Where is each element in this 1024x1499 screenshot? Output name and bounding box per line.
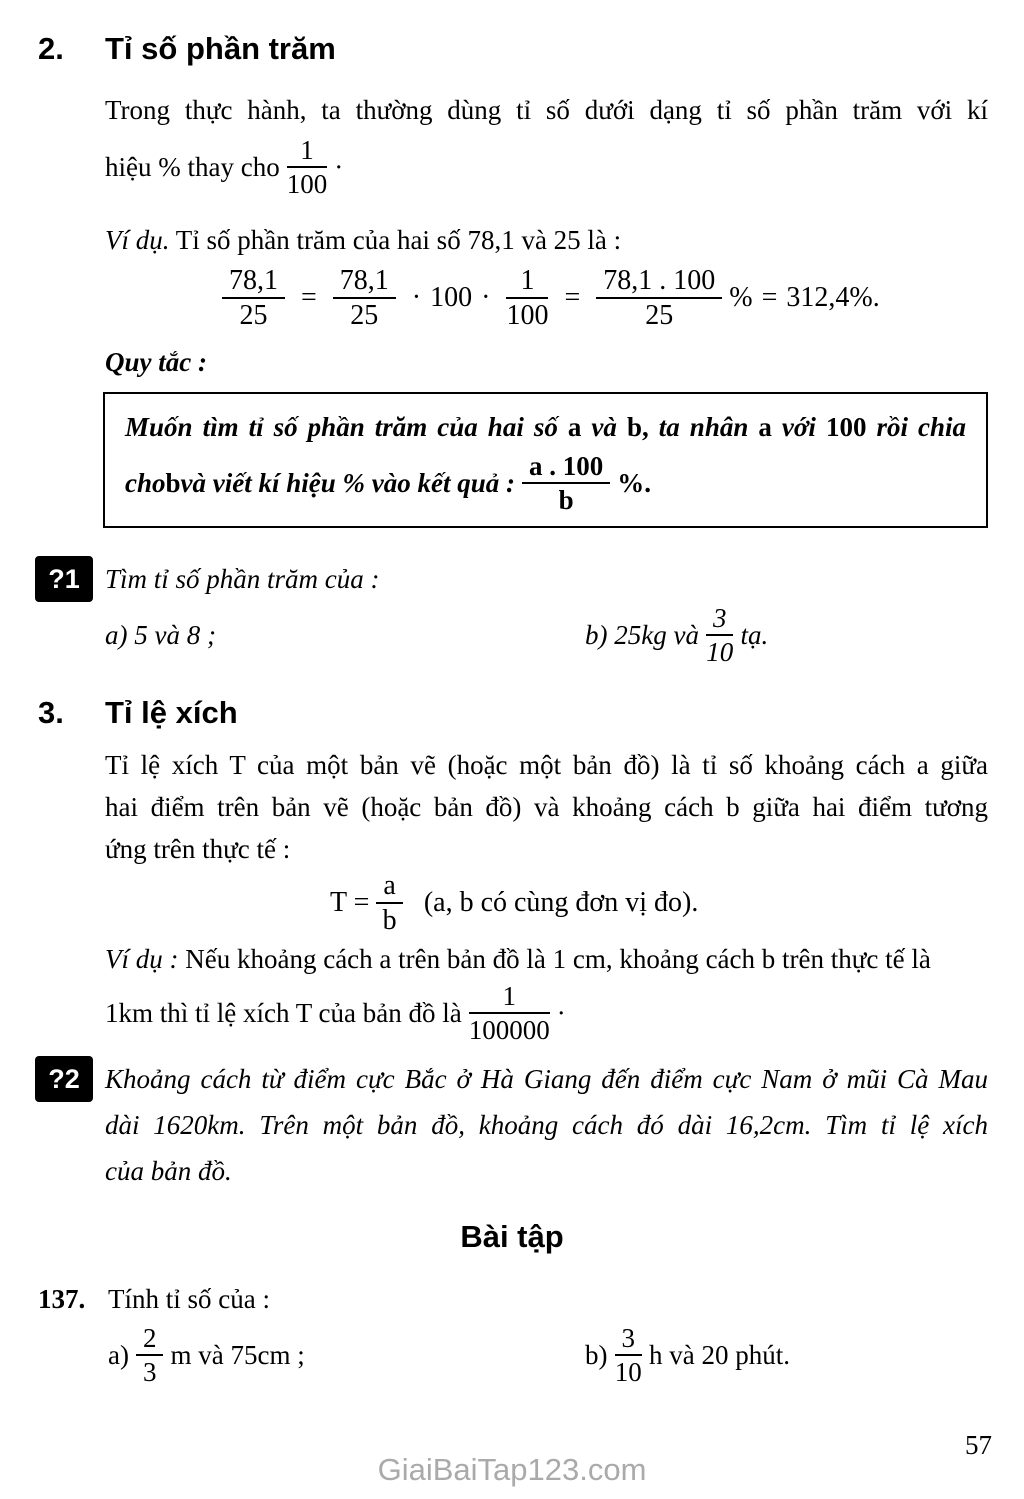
exercise-137-row <box>38 1278 1024 1320</box>
formula-result: 312,4%. <box>786 282 880 313</box>
exercise-137-item-a: a) $\frac{2}{3}$ m và 75cm ; <box>108 1322 305 1387</box>
intro-line-2-text: hiệu % thay cho <box>105 151 280 182</box>
formula-fraction-3: $\frac{1}{100}$ <box>506 264 549 331</box>
section-3-number: 3. <box>38 695 64 730</box>
var-b: b, <box>626 412 649 442</box>
example-label: Ví dụ : <box>105 944 179 974</box>
scale-line-2: hai điểm trên bản vẽ (hoặc bản đồ) và khoảng cách b giữa hai điểm tương <box>105 792 988 822</box>
question-2-line-3: của bản đồ. <box>105 1156 232 1186</box>
section-3-heading <box>38 694 1024 732</box>
formula-fraction-1: $\frac{78,1}{25}$ <box>222 266 285 331</box>
percent-sign: % <box>729 282 753 313</box>
multiply-dot: · <box>411 282 422 313</box>
formula-note: (a, b có cùng đơn vị đo). <box>423 887 699 918</box>
rule-line-1: Muốn tìm tỉ số phần trăm của hai số a và b, ta nhân a với 100 rồi chia <box>125 412 967 442</box>
question-1-row <box>0 556 1024 602</box>
question-2-line-1: Khoảng cách từ điểm cực Bắc ở Hà Giang đến điểm cực Nam ở mũi Cà Mau <box>105 1064 988 1094</box>
formula-fraction-4: $\frac{78,1 . 100}{25}$ <box>596 266 722 331</box>
watermark: GiaiBaiTap123.com <box>377 1452 647 1487</box>
exercises-heading: Bài tập <box>460 1219 564 1254</box>
fraction-1-over-100: $\frac{1}{100}$ <box>286 134 328 199</box>
intro-end-dot: · <box>334 151 344 182</box>
question-1-items <box>0 602 1024 668</box>
var-b: b <box>165 467 181 498</box>
intro-line-1: Trong thực hành, ta thường dùng tỉ số dưới dạng tỉ số phần trăm với kí <box>105 95 988 125</box>
fraction-2-over-3: $\frac{2}{3}$ <box>136 1324 164 1387</box>
section-2-title: Tỉ số phần trăm <box>105 31 336 66</box>
example-label: Ví dụ. <box>105 225 170 255</box>
formula-fraction-2: $\frac{78,1}{25}$ <box>333 266 396 331</box>
formula-100: 100 <box>430 282 473 313</box>
section-2-number: 2. <box>38 31 64 66</box>
equals-sign: = <box>301 282 317 313</box>
example-text: Tỉ số phần trăm của hai số 78,1 và 25 là : <box>175 225 622 255</box>
exercise-137-prompt: Tính tỉ số của : <box>108 1284 270 1314</box>
question-1-prompt: Tìm tỉ số phần trăm của : <box>105 564 380 594</box>
question-2-row <box>0 1056 1024 1194</box>
percent-formula <box>215 264 1024 332</box>
section-3-title: Tỉ lệ xích <box>105 695 238 730</box>
rule-fraction: $\frac{a . 100}{b}$ <box>522 452 610 515</box>
var-a: a <box>758 412 772 442</box>
scale-paragraph <box>105 744 988 870</box>
example-end-dot: · <box>556 997 566 1028</box>
question-1-badge: ?1 <box>35 556 93 602</box>
fraction-a-over-b: $\frac{a}{b}$ <box>376 871 402 936</box>
multiply-dot: · <box>481 282 491 313</box>
scale-example-line-2: 1km thì tỉ lệ xích T của bản đồ là $\frac{1}{100000}$ · <box>105 980 566 1045</box>
section-2-heading <box>38 30 1024 68</box>
rule-line-2: cho b và viết kí hiệu % vào kết quả : $\frac{a . 100}{b}$ %. <box>125 450 651 515</box>
exercise-137-items <box>0 1322 1024 1388</box>
example-intro <box>105 218 988 262</box>
scale-formula <box>330 869 1024 936</box>
percent-sign: %. <box>617 467 651 498</box>
var-a: a <box>567 412 582 442</box>
formula-lhs: T = <box>330 887 370 918</box>
question-1-item-a: a) 5 và 8 ; <box>105 619 216 650</box>
scale-line-3: ứng trên thực tế : <box>105 834 291 864</box>
fraction-3-over-10: $\frac{3}{10}$ <box>614 1322 642 1387</box>
equals-sign: = <box>761 282 778 313</box>
scale-example-line-1: Ví dụ : Nếu khoảng cách a trên bản đồ là 1 cm, khoảng cách b trên thực tế là <box>105 944 931 974</box>
scale-line-1: Tỉ lệ xích T của một bản vẽ (hoặc một bản đồ) là tỉ số khoảng cách a giữa <box>105 750 988 780</box>
fraction-3-over-10: $\frac{3}{10}$ <box>706 602 734 667</box>
page-number: 57 <box>965 1430 992 1460</box>
fraction-1-over-100000: $\frac{1}{100000}$ <box>468 980 550 1045</box>
question-2-text <box>105 1056 988 1194</box>
equals-sign: = <box>564 282 581 313</box>
question-2-line-2: dài 1620km. Trên một bản đồ, khoảng cách đó dài 16,2cm. Tìm tỉ lệ xích <box>105 1110 988 1140</box>
rule-label: Quy tắc : <box>105 347 207 377</box>
scale-example <box>105 938 988 1046</box>
exercise-137-item-b: b) $\frac{3}{10}$ h và 20 phút. <box>585 1322 790 1387</box>
section-2-intro <box>105 88 988 262</box>
intro-line-2 <box>105 134 988 200</box>
question-1-item-b: b) 25kg và $\frac{3}{10}$ tạ. <box>585 602 769 667</box>
exercise-137-number: 137. <box>38 1284 86 1314</box>
num-100: 100 <box>825 412 867 442</box>
rule-box <box>103 392 988 528</box>
question-2-badge: ?2 <box>35 1056 93 1102</box>
